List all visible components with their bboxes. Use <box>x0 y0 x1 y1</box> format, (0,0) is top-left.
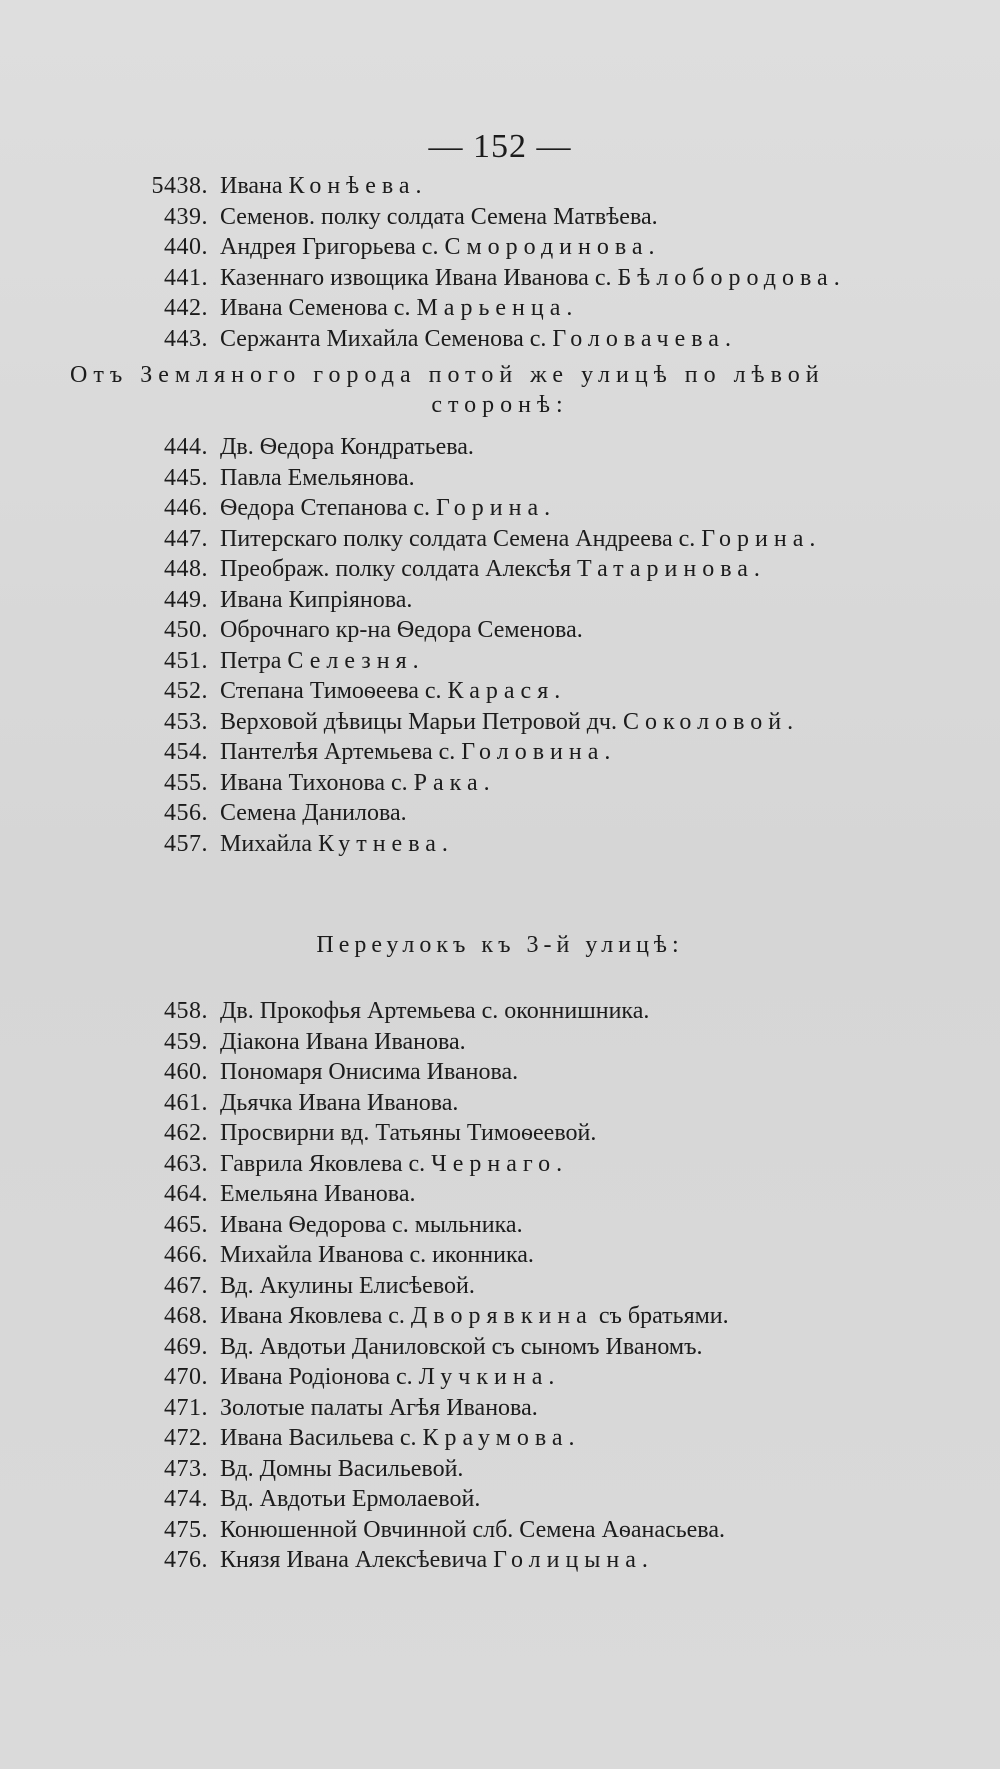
list-item <box>120 554 960 585</box>
entry-list-group-1 <box>120 171 960 354</box>
entry-text <box>220 1149 568 1180</box>
entry-name: Дв. Прокофья Артемьева с. оконнишника. <box>220 998 650 1024</box>
entry-number: 440. <box>164 234 208 260</box>
entry-number: 475. <box>164 1516 208 1543</box>
list-item <box>120 1393 960 1424</box>
list-item <box>120 1362 960 1393</box>
list-item <box>120 1545 960 1576</box>
entry-text <box>220 554 766 585</box>
entry-number: 455. <box>164 769 208 796</box>
list-item <box>120 432 960 463</box>
entry-text <box>220 1027 466 1058</box>
entry-name: Вд. Авдотьи Даниловской съ сыномъ Иваномъ. <box>220 1333 703 1360</box>
entry-number: 444. <box>164 434 208 460</box>
entry-text <box>220 737 616 768</box>
entry-name: Степана Тимоѳеева с. <box>220 678 448 704</box>
entry-text <box>220 996 649 1027</box>
entry-name: Павла Емельянова. <box>220 464 415 491</box>
entry-surname: Кутнева. <box>318 830 454 857</box>
entry-text <box>220 1271 475 1302</box>
entry-name: Казеннаго извощика Ивана Иванова с. <box>220 264 618 291</box>
list-item <box>120 1149 960 1180</box>
entry-surname: Чернаго. <box>431 1150 569 1177</box>
entry-number: 458. <box>164 998 208 1024</box>
list-item <box>120 263 960 294</box>
entry-surname: Соколовой. <box>622 708 800 735</box>
list-item <box>120 1057 960 1088</box>
entry-number: 466. <box>164 1242 208 1268</box>
entry-text <box>220 1332 702 1363</box>
entry-name: Ивана Тихонова с. <box>220 769 414 796</box>
entry-number: 443. <box>164 325 208 352</box>
entry-text <box>220 1362 560 1393</box>
section-heading-line-1: Отъ Земляного города потой же улицѣ по лѣвой <box>70 362 825 388</box>
entry-name: Михайла <box>220 830 318 857</box>
entry-number: 476. <box>164 1547 208 1573</box>
entry-number: 472. <box>164 1425 208 1451</box>
section-heading-line-2: сторонѣ: <box>431 392 569 418</box>
entry-number: 450. <box>164 617 208 643</box>
entry-name: Михайла Иванова с. иконника. <box>220 1242 534 1268</box>
entry-name: Просвирни вд. Татьяны Тимоѳеевой. <box>220 1120 597 1146</box>
entry-list-group-2 <box>120 432 960 859</box>
entry-text <box>220 615 583 646</box>
entry-number: 445. <box>164 464 208 491</box>
entry-number: 448. <box>164 556 208 582</box>
entry-text <box>220 768 496 799</box>
entry-number: 471. <box>164 1394 208 1421</box>
entry-surname: Конѣева. <box>288 173 428 199</box>
list-item <box>120 996 960 1027</box>
entry-name: Вд. Домны Васильевой. <box>220 1455 464 1482</box>
list-item <box>120 1454 960 1485</box>
entry-text <box>220 232 661 263</box>
entry-number: 442. <box>164 295 208 321</box>
entry-text <box>220 463 415 494</box>
list-item <box>120 646 960 677</box>
entry-surname: Селезня. <box>287 647 425 674</box>
entry-text <box>220 202 658 233</box>
list-item <box>120 463 960 494</box>
entry-name: Ивана <box>220 173 289 199</box>
entry-name: Князя Ивана Алексѣевича <box>220 1547 494 1573</box>
entry-surname: Дворявкина <box>410 1303 593 1329</box>
list-item <box>120 171 960 202</box>
list-item <box>120 324 960 355</box>
entry-number: 453. <box>164 708 208 735</box>
entry-text <box>220 707 799 738</box>
entry-text <box>220 1057 518 1088</box>
entry-text <box>220 293 578 324</box>
entry-text <box>220 1484 480 1515</box>
entry-surname: Головина. <box>461 739 617 765</box>
entry-number: 5438. <box>151 173 208 199</box>
entry-text <box>220 524 821 555</box>
entry-text <box>220 1210 523 1241</box>
entry-text <box>220 324 737 355</box>
entry-text <box>220 1179 415 1210</box>
entry-number: 463. <box>164 1150 208 1177</box>
entry-surname: Марьенца. <box>416 295 579 321</box>
entry-text <box>220 1118 596 1149</box>
entry-number: 454. <box>164 739 208 765</box>
entry-number: 439. <box>164 203 208 230</box>
entry-name: Емельяна Иванова. <box>220 1181 416 1207</box>
list-item <box>120 1088 960 1119</box>
entry-text <box>220 171 428 202</box>
entry-surname: Голицына. <box>493 1547 654 1573</box>
entry-name: Діакона Ивана Иванова. <box>220 1028 466 1055</box>
entry-number: 470. <box>164 1364 208 1390</box>
list-item <box>120 1301 960 1332</box>
entry-number: 449. <box>164 586 208 613</box>
list-item <box>120 1210 960 1241</box>
list-item <box>120 1240 960 1271</box>
list-item <box>120 293 960 324</box>
entry-number: 441. <box>164 264 208 291</box>
entry-text <box>220 798 407 829</box>
entry-text <box>220 1423 581 1454</box>
entry-name: Семена Данилова. <box>220 800 407 826</box>
list-item <box>120 707 960 738</box>
entry-number: 446. <box>164 495 208 521</box>
list-item <box>120 493 960 524</box>
list-item <box>120 232 960 263</box>
entry-number: 447. <box>164 525 208 552</box>
entry-text <box>220 1240 534 1271</box>
list-item <box>120 202 960 233</box>
entry-name: Конюшенной Овчинной слб. Семена Аѳанасьева. <box>220 1516 725 1543</box>
entry-text <box>220 585 412 616</box>
entry-number: 461. <box>164 1089 208 1116</box>
entry-number: 456. <box>164 800 208 826</box>
entry-name: Сержанта Михайла Семенова с. <box>220 325 553 352</box>
list-item <box>120 1515 960 1546</box>
list-item <box>120 829 960 860</box>
entry-name: Золотые палаты Агѣя Иванова. <box>220 1394 538 1421</box>
list-item <box>120 798 960 829</box>
entry-number: 462. <box>164 1120 208 1146</box>
list-item <box>120 585 960 616</box>
entry-name: Вд. Акулины Елисѣевой. <box>220 1272 475 1299</box>
entry-name: Ѳедора Степанова с. <box>220 495 437 521</box>
entry-number: 469. <box>164 1333 208 1360</box>
entry-surname: Горина. <box>436 495 557 521</box>
entry-surname: Краумова. <box>422 1425 581 1451</box>
list-item <box>120 676 960 707</box>
section-heading <box>70 360 930 420</box>
list-item <box>120 1332 960 1363</box>
entry-name: Оброчнаго кр-на Ѳедора Семенова. <box>220 617 583 643</box>
list-item <box>120 768 960 799</box>
list-item <box>120 1423 960 1454</box>
list-item <box>120 1271 960 1302</box>
subsection-heading: Переулокъ къ 3-й улицѣ: <box>316 932 684 958</box>
entry-number: 459. <box>164 1028 208 1055</box>
entry-name: Ивана Семенова с. <box>220 295 417 321</box>
entry-suffix: съ братьями. <box>592 1303 729 1329</box>
entry-name: Преображ. полку солдата Алексѣя <box>220 556 577 582</box>
entry-number: 464. <box>164 1181 208 1207</box>
entry-number: 457. <box>164 830 208 857</box>
entry-text <box>220 432 474 463</box>
entry-text <box>220 646 425 677</box>
entry-number: 465. <box>164 1211 208 1238</box>
entry-name: Ивана Яковлева с. <box>220 1303 411 1329</box>
list-item <box>120 737 960 768</box>
entry-number: 452. <box>164 678 208 704</box>
entry-text <box>220 1545 654 1576</box>
entry-number: 474. <box>164 1486 208 1512</box>
entry-name: Андрея Григорьева с. <box>220 234 445 260</box>
entry-surname: Карася. <box>447 678 567 704</box>
entry-name: Верховой дѣвицы Марьи Петровой дч. <box>220 708 623 735</box>
entry-text <box>220 1393 538 1424</box>
entry-name: Пономаря Онисима Иванова. <box>220 1059 519 1085</box>
page-number: — 152 — <box>428 128 572 165</box>
entry-number: 473. <box>164 1455 208 1482</box>
entry-name: Пантелѣя Артемьева с. <box>220 739 462 765</box>
entry-name: Дв. Ѳедора Кондратьева. <box>220 434 474 460</box>
entry-surname: Бѣлобородова. <box>617 264 846 291</box>
entry-surname: Татаринова. <box>577 556 766 582</box>
entry-surname: Смородинова. <box>444 234 661 260</box>
list-item <box>120 1484 960 1515</box>
entry-name: Ивана Кипріянова. <box>220 586 413 613</box>
entry-text <box>220 829 454 860</box>
entry-name: Семенов. полку солдата Семена Матвѣева. <box>220 203 658 230</box>
entry-name: Дьячка Ивана Иванова. <box>220 1089 459 1116</box>
entry-surname: Рака. <box>413 769 496 796</box>
entry-surname: Лучкина. <box>418 1364 561 1390</box>
entry-name: Питерскаго полку солдата Семена Андреева с. <box>220 525 702 552</box>
list-item <box>120 524 960 555</box>
entry-number: 460. <box>164 1059 208 1085</box>
entry-name: Ивана Родіонова с. <box>220 1364 419 1390</box>
entry-name: Петра <box>220 647 288 674</box>
entry-surname: Головачева. <box>552 325 737 352</box>
entry-number: 467. <box>164 1272 208 1299</box>
entry-text <box>220 1515 725 1546</box>
entry-name: Гаврила Яковлева с. <box>220 1150 432 1177</box>
list-item <box>120 1179 960 1210</box>
entry-list-group-3 <box>120 996 960 1576</box>
list-item <box>120 1027 960 1058</box>
entry-number: 451. <box>164 647 208 674</box>
entry-surname: Горина. <box>701 525 822 552</box>
entry-name: Вд. Авдотьи Ермолаевой. <box>220 1486 481 1512</box>
entry-text <box>220 1088 458 1119</box>
entry-text <box>220 676 566 707</box>
entry-text <box>220 493 556 524</box>
entry-name: Ивана Васильева с. <box>220 1425 423 1451</box>
entry-text <box>220 1454 463 1485</box>
entry-text <box>220 263 846 294</box>
entry-number: 468. <box>164 1303 208 1329</box>
entry-name: Ивана Ѳедорова с. мыльника. <box>220 1211 523 1238</box>
list-item <box>120 615 960 646</box>
entry-text <box>220 1301 729 1332</box>
list-item <box>120 1118 960 1149</box>
